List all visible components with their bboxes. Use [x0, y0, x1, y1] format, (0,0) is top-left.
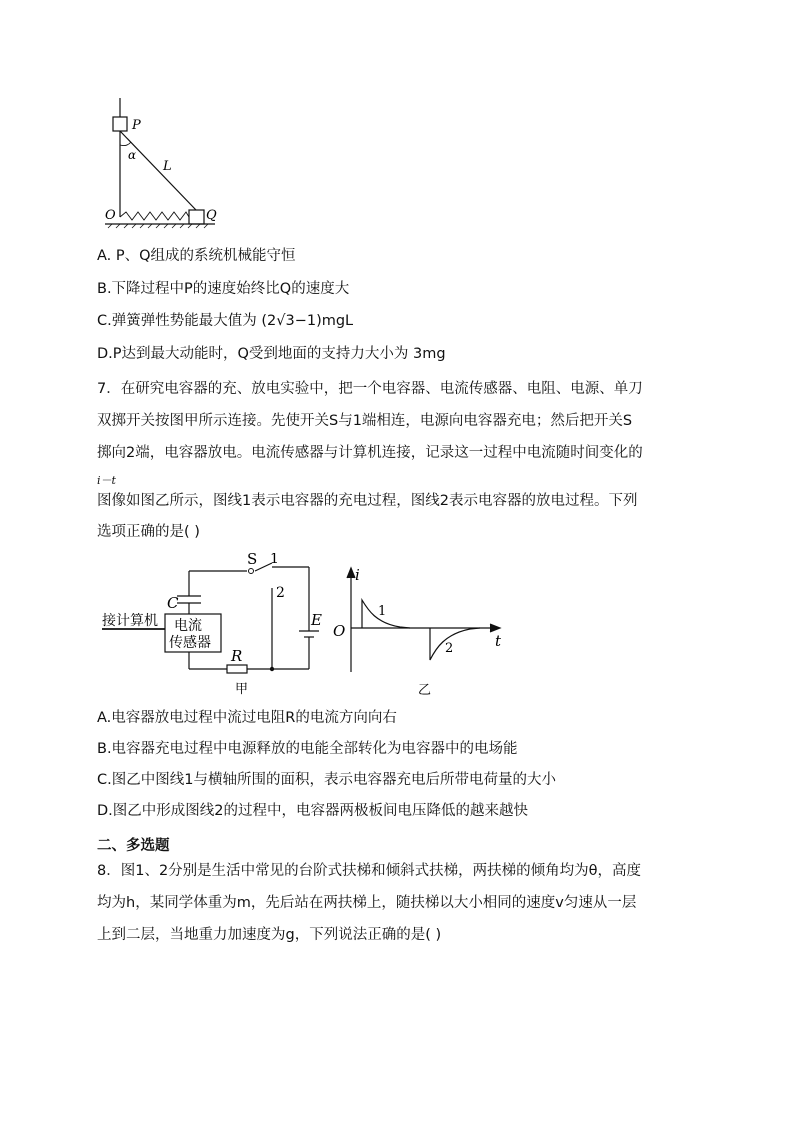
sensor-label-bottom: 传感器: [169, 635, 211, 651]
label-2: 2: [276, 585, 285, 601]
q7-line-3: 掷向2端，电容器放电。电流传感器与计算机连接，记录这一过程中电流随时间变化的: [97, 445, 643, 461]
q6-option-a: A. P、Q组成的系统机械能守恒: [97, 248, 296, 264]
label-alpha: α: [128, 148, 137, 162]
q7-line-1: 7．在研究电容器的充、放电实验中，把一个电容器、电流传感器、电阻、电源、单刀: [97, 381, 643, 397]
label-e: E: [311, 611, 322, 629]
q7-option-a: A.电容器放电过程中流过电阻R的电流方向向右: [97, 710, 397, 726]
label-q: Q: [206, 208, 217, 223]
sensor-label-top: 电流: [174, 618, 202, 634]
label-s: S: [247, 553, 258, 568]
q7-circuit-diagram: [97, 553, 337, 698]
curve-2-label: 2: [445, 641, 454, 656]
label-o: O: [105, 208, 116, 223]
q8-line-3: 上到二层，当地重力加速度为g，下列说法正确的是( ): [97, 927, 442, 943]
q8-line-1: 8．图1、2分别是生活中常见的台阶式扶梯和倾斜式扶梯，两扶梯的倾角均为θ，高度: [97, 863, 642, 879]
q7-option-d: D.图乙中形成图线2的过程中，电容器两极板间电压降低的越来越快: [97, 803, 528, 819]
q7-line-5: 选项正确的是( ): [97, 524, 200, 540]
q6-diagram: [100, 95, 220, 230]
section-title: 二、多选题: [97, 838, 170, 854]
q7-option-c: C.图乙中图线1与横轴所围的面积，表示电容器充电后所带电荷量的大小: [97, 772, 556, 788]
caption-jia: 甲: [235, 682, 249, 697]
curve-1-label: 1: [378, 604, 387, 619]
q6-option-b: B.下降过程中P的速度始终比Q的速度大: [97, 281, 350, 297]
caption-yi: 乙: [418, 683, 432, 698]
q7-it-label: i－t: [97, 474, 116, 487]
axis-label-t: t: [495, 632, 502, 650]
label-1: 1: [270, 553, 279, 567]
q6-option-c: C.弹簧弹性势能最大值为 (2√3−1)mgL: [97, 313, 354, 329]
q7-line-4: 图像如图乙所示，图线1表示电容器的充电过程，图线2表示电容器的放电过程。下列: [97, 493, 638, 509]
label-r: R: [231, 647, 243, 665]
label-c: C: [167, 594, 179, 612]
origin-label: O: [333, 622, 346, 640]
q7-line-2: 双掷开关按图甲所示连接。先使开关S与1端相连，电源向电容器充电；然后把开关S: [97, 413, 633, 429]
q8-line-2: 均为h，某同学体重为m，先后站在两扶梯上，随扶梯以大小相同的速度v匀速从一层: [97, 895, 637, 911]
computer-label: 接计算机: [102, 613, 158, 629]
q7-it-graph: [330, 560, 510, 700]
q7-option-b: B.电容器充电过程中电源释放的电能全部转化为电容器中的电场能: [97, 741, 518, 757]
label-l: L: [163, 159, 172, 174]
q6-option-d: D.P达到最大动能时，Q受到地面的支持力大小为 3mg: [97, 346, 446, 362]
label-p: P: [132, 118, 141, 133]
axis-label-i: i: [355, 566, 360, 584]
